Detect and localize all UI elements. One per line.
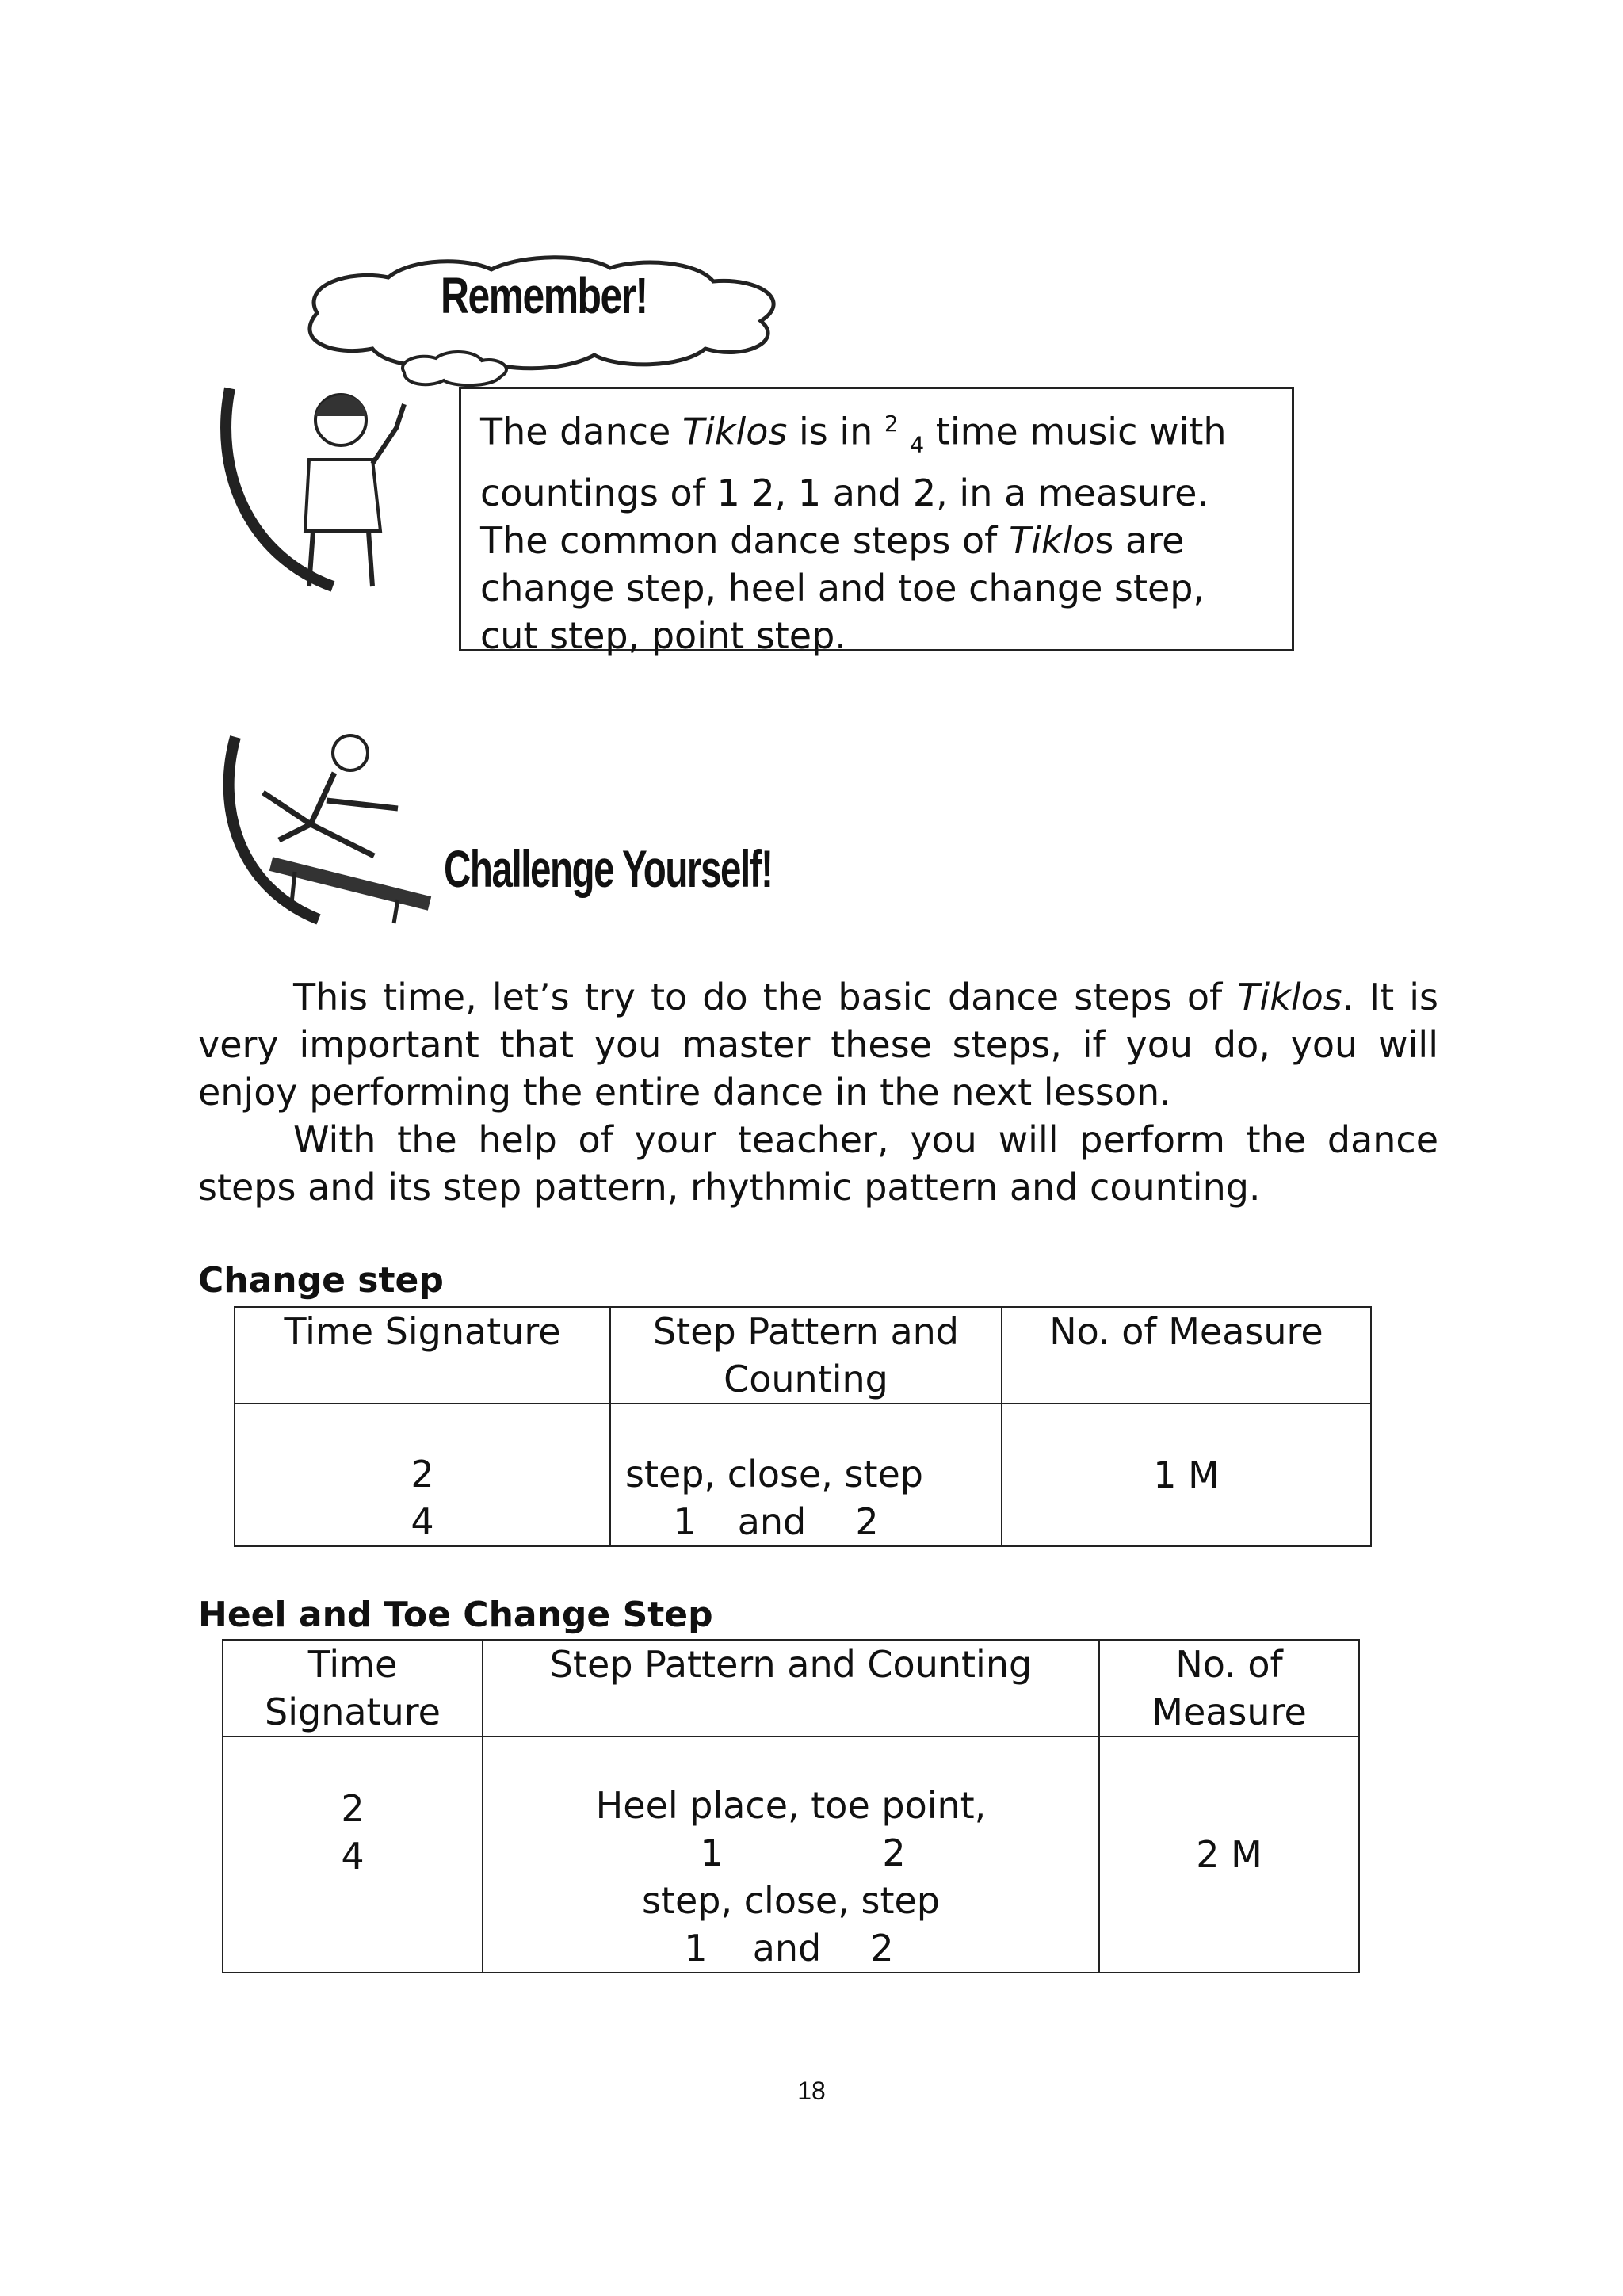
table-row: [235, 1404, 1371, 1546]
challenge-paragraph-2: [198, 1116, 1438, 1211]
dance-name: Tiklos: [682, 410, 788, 453]
heel-toe-title: Heel and Toe Change Step: [198, 1595, 713, 1635]
remember-text-1: The dance: [480, 410, 682, 453]
remember-text-2: is in: [787, 410, 884, 453]
header-measure: No. of Measure: [1099, 1640, 1359, 1736]
page-number: 18: [797, 2076, 826, 2105]
count-2: 2: [882, 1832, 906, 1874]
header-measure: No. of Measure: [1002, 1307, 1371, 1404]
time-numerator: 2: [411, 1453, 434, 1496]
count-and: and: [752, 1927, 822, 1969]
count-2: 2: [855, 1500, 879, 1543]
table-header-row: [223, 1640, 1359, 1736]
step-pattern: step, close, step: [625, 1453, 923, 1496]
time-denominator: 4: [411, 1500, 434, 1543]
step-pattern-1: Heel place, toe point,: [595, 1784, 987, 1827]
time-signature-cell: [235, 1404, 610, 1546]
measure-cell: 2 M: [1099, 1736, 1359, 1973]
boy-thinking-illustration: [214, 372, 468, 610]
table-row: [223, 1736, 1359, 1973]
count-2: 2: [870, 1927, 894, 1969]
counting: [625, 1498, 995, 1545]
time-numerator: 2: [341, 1787, 365, 1830]
table-header-row: [235, 1307, 1371, 1404]
change-step-table: [234, 1306, 1372, 1547]
para1-text-a: This time, let’s try to do the basic dance steps of: [293, 976, 1238, 1018]
step-pattern-cell: [483, 1736, 1099, 1973]
time-numerator: 2: [884, 411, 899, 437]
remember-text-4: s are change step, heel and toe change step, cut step, point step.: [480, 518, 1205, 657]
para1-text-b: . It is very important that you master these steps, if you do, you will enjoy performing the entire dance in the next lesson.: [198, 976, 1438, 1114]
para2-text: With the help of your teacher, you will perform the dance steps and its step pattern, rhythmic pattern and counting.: [198, 1118, 1438, 1209]
challenge-paragraph-1: [198, 973, 1438, 1116]
measure-cell: 1 M: [1002, 1404, 1371, 1546]
header-step-pattern: Step Pattern and Counting: [483, 1640, 1099, 1736]
counting-1: [490, 1829, 1092, 1877]
count-1: 1: [684, 1927, 708, 1969]
step-pattern-cell: [610, 1404, 1002, 1546]
time-signature-cell: [223, 1736, 483, 1973]
header-time-signature: Time Signature: [223, 1640, 483, 1736]
time-denominator: 4: [341, 1835, 365, 1878]
remember-box: [459, 387, 1294, 657]
time-denominator: 4: [910, 431, 925, 458]
hurdler-illustration: [216, 721, 453, 927]
header-time-signature: Time Signature: [235, 1307, 610, 1404]
counting-2: [490, 1924, 1092, 1972]
challenge-title: Challenge Yourself!: [444, 839, 773, 898]
change-step-title: Change step: [198, 1260, 444, 1301]
count-1: 1: [700, 1832, 724, 1874]
heel-toe-table: [222, 1639, 1360, 1973]
remember-title: Remember!: [441, 267, 647, 324]
para1-dance-name: Tiklos: [1237, 976, 1342, 1018]
dance-name-2: Tiklo: [1008, 518, 1095, 562]
header-step-pattern: Step Pattern and Counting: [610, 1307, 1002, 1404]
remember-text-3: time music with countings of 1 2, 1 and 2, in a measure. The common dance steps of: [480, 410, 1227, 562]
count-1: 1: [673, 1500, 697, 1543]
step-pattern-2: step, close, step: [642, 1879, 940, 1922]
count-and: and: [737, 1500, 807, 1543]
